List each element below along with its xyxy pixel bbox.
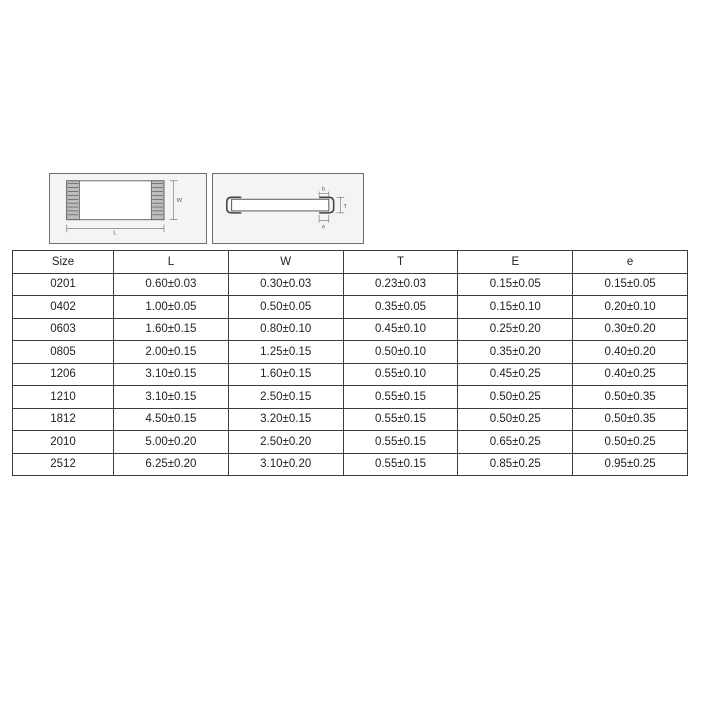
thickness-cell: 0.45±0.10 xyxy=(343,318,458,341)
length-cell: 1.00±0.05 xyxy=(114,296,229,319)
bottom-electrode-cell: 0.20±0.10 xyxy=(573,296,688,319)
length-cell: 5.00±0.20 xyxy=(114,431,229,454)
table-row xyxy=(13,341,688,364)
size-cell: 1812 xyxy=(13,408,114,431)
width-cell: 2.50±0.20 xyxy=(228,431,343,454)
resistor-side-body xyxy=(232,199,329,211)
thickness-cell: 0.55±0.15 xyxy=(343,431,458,454)
thickness-cell: 0.55±0.15 xyxy=(343,453,458,476)
thickness-cell: 0.55±0.10 xyxy=(343,363,458,386)
bottom-electrode-cell: 0.30±0.20 xyxy=(573,318,688,341)
header-length: L xyxy=(114,251,229,274)
table-header-row xyxy=(13,251,688,274)
header-top-electrode: E xyxy=(458,251,573,274)
top-electrode-label: b xyxy=(322,186,326,193)
width-cell: 1.25±0.15 xyxy=(228,341,343,364)
header-size: Size xyxy=(13,251,114,274)
length-cell: 1.60±0.15 xyxy=(114,318,229,341)
length-cell: 0.60±0.03 xyxy=(114,273,229,296)
right-terminal xyxy=(151,181,164,220)
size-cell: 0402 xyxy=(13,296,114,319)
size-cell: 0201 xyxy=(13,273,114,296)
size-cell: 2512 xyxy=(13,453,114,476)
top-electrode-cell: 0.45±0.25 xyxy=(458,363,573,386)
side-view-figure xyxy=(212,173,364,244)
length-cell: 3.10±0.15 xyxy=(114,386,229,409)
bottom-electrode-cell: 0.15±0.05 xyxy=(573,273,688,296)
table-row xyxy=(13,453,688,476)
thickness-cell: 0.55±0.15 xyxy=(343,408,458,431)
size-cell: 0603 xyxy=(13,318,114,341)
size-cell: 0805 xyxy=(13,341,114,364)
bottom-electrode-cell: 0.50±0.25 xyxy=(573,431,688,454)
length-cell: 2.00±0.15 xyxy=(114,341,229,364)
table-row xyxy=(13,296,688,319)
bottom-electrode-cell: 0.50±0.35 xyxy=(573,386,688,409)
thickness-cell: 0.50±0.10 xyxy=(343,341,458,364)
width-cell: 0.80±0.10 xyxy=(228,318,343,341)
bottom-electrode-cell: 0.40±0.25 xyxy=(573,363,688,386)
width-cell: 0.30±0.03 xyxy=(228,273,343,296)
bottom-electrode-label: e xyxy=(322,224,326,231)
top-view-drawing xyxy=(50,174,206,243)
top-electrode-cell: 0.85±0.25 xyxy=(458,453,573,476)
size-cell: 1206 xyxy=(13,363,114,386)
left-terminal xyxy=(67,181,80,220)
bottom-electrode-cell: 0.40±0.20 xyxy=(573,341,688,364)
top-electrode-cell: 0.50±0.25 xyxy=(458,408,573,431)
table-row xyxy=(13,386,688,409)
top-electrode-cell: 0.65±0.25 xyxy=(458,431,573,454)
top-electrode-cell: 0.50±0.25 xyxy=(458,386,573,409)
length-cell: 3.10±0.15 xyxy=(114,363,229,386)
header-bottom-electrode: e xyxy=(573,251,688,274)
top-electrode-cell: 0.25±0.20 xyxy=(458,318,573,341)
header-thickness: T xyxy=(343,251,458,274)
bottom-electrode-cell: 0.50±0.35 xyxy=(573,408,688,431)
table-row xyxy=(13,408,688,431)
thickness-cell: 0.55±0.15 xyxy=(343,386,458,409)
side-view-drawing xyxy=(213,174,363,243)
length-label: L xyxy=(113,230,117,237)
thickness-label: T xyxy=(343,204,347,211)
table-row xyxy=(13,273,688,296)
thickness-cell: 0.35±0.05 xyxy=(343,296,458,319)
width-cell: 3.20±0.15 xyxy=(228,408,343,431)
width-label: W xyxy=(176,198,183,205)
table-row xyxy=(13,363,688,386)
width-cell: 1.60±0.15 xyxy=(228,363,343,386)
length-cell: 4.50±0.15 xyxy=(114,408,229,431)
table-row xyxy=(13,431,688,454)
top-view-figure xyxy=(49,173,207,244)
resistor-body xyxy=(67,181,164,220)
top-electrode-cell: 0.15±0.05 xyxy=(458,273,573,296)
size-cell: 2010 xyxy=(13,431,114,454)
top-electrode-cell: 0.35±0.20 xyxy=(458,341,573,364)
width-cell: 2.50±0.15 xyxy=(228,386,343,409)
length-cell: 6.25±0.20 xyxy=(114,453,229,476)
width-cell: 3.10±0.20 xyxy=(228,453,343,476)
thickness-cell: 0.23±0.03 xyxy=(343,273,458,296)
bottom-electrode-cell: 0.95±0.25 xyxy=(573,453,688,476)
top-electrode-cell: 0.15±0.10 xyxy=(458,296,573,319)
size-cell: 1210 xyxy=(13,386,114,409)
width-cell: 0.50±0.05 xyxy=(228,296,343,319)
header-width: W xyxy=(228,251,343,274)
table-row xyxy=(13,318,688,341)
dimension-table xyxy=(12,250,688,476)
